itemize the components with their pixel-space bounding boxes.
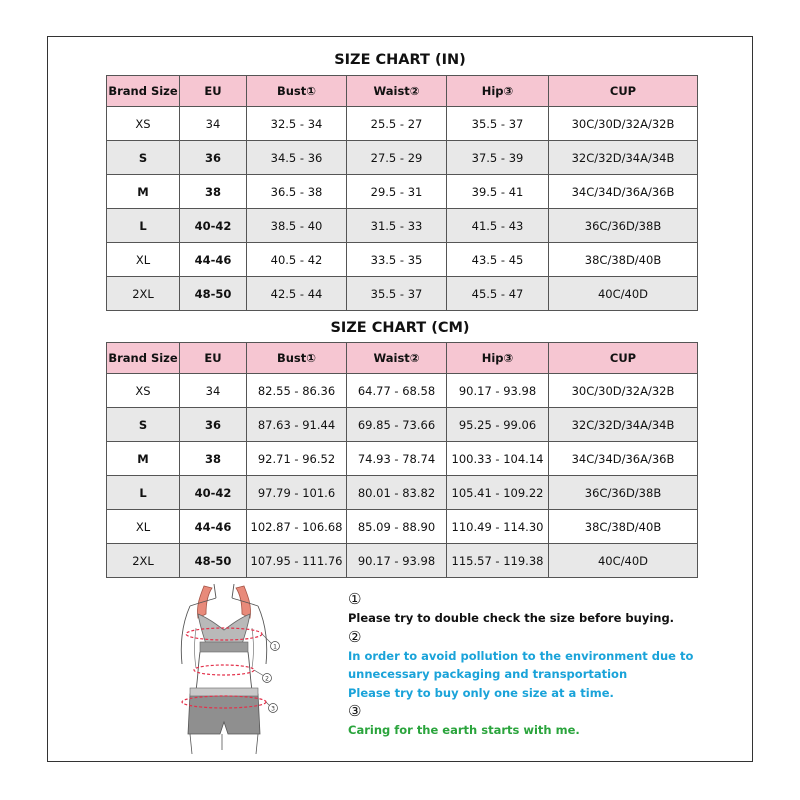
cell-hip: 45.5 - 47	[447, 277, 549, 311]
cell-cup: 38C/38D/40B	[549, 510, 698, 544]
cell-hip: 39.5 - 41	[447, 175, 549, 209]
cell-waist: 90.17 - 93.98	[347, 544, 447, 578]
cell-size: XL	[107, 243, 180, 277]
header-hip: Hip③	[447, 343, 549, 374]
cell-bust: 97.79 - 101.6	[247, 476, 347, 510]
cell-waist: 25.5 - 27	[347, 107, 447, 141]
cell-hip: 43.5 - 45	[447, 243, 549, 277]
table-row	[107, 442, 698, 476]
cell-cup: 40C/40D	[549, 277, 698, 311]
note-number-2: ②	[348, 627, 362, 646]
cell-size: XL	[107, 510, 180, 544]
size-chart-in-table	[106, 75, 698, 311]
cell-bust: 40.5 - 42	[247, 243, 347, 277]
cell-hip: 110.49 - 114.30	[447, 510, 549, 544]
cell-bust: 102.87 - 106.68	[247, 510, 347, 544]
cell-hip: 100.33 - 104.14	[447, 442, 549, 476]
table-row	[107, 107, 698, 141]
header-bust: Bust①	[247, 343, 347, 374]
cell-cup: 40C/40D	[549, 544, 698, 578]
cell-eu: 44-46	[180, 243, 247, 277]
header-eu: EU	[180, 76, 247, 107]
cell-cup: 34C/34D/36A/36B	[549, 175, 698, 209]
cell-bust: 38.5 - 40	[247, 209, 347, 243]
figure-label-2: 2	[265, 675, 269, 683]
note-2-line-2: unnecessary packaging and transportation	[348, 667, 628, 681]
note-number-1: ①	[348, 590, 362, 608]
cell-waist: 33.5 - 35	[347, 243, 447, 277]
cell-eu: 40-42	[180, 209, 247, 243]
cell-waist: 74.93 - 78.74	[347, 442, 447, 476]
cell-cup: 38C/38D/40B	[549, 243, 698, 277]
cell-waist: 35.5 - 37	[347, 277, 447, 311]
header-cup: CUP	[549, 343, 698, 374]
cell-eu: 40-42	[180, 476, 247, 510]
cell-waist: 64.77 - 68.58	[347, 374, 447, 408]
table-row	[107, 374, 698, 408]
cell-eu: 48-50	[180, 544, 247, 578]
table-row	[107, 175, 698, 209]
cell-cup: 30C/30D/32A/32B	[549, 107, 698, 141]
table-row	[107, 141, 698, 175]
cell-bust: 87.63 - 91.44	[247, 408, 347, 442]
cell-waist: 80.01 - 83.82	[347, 476, 447, 510]
note-1-text: Please try to double check the size before buying.	[348, 611, 675, 625]
note-2-line-1: In order to avoid pollution to the environment due to	[348, 648, 694, 663]
cell-waist: 29.5 - 31	[347, 175, 447, 209]
header-cup: CUP	[549, 76, 698, 107]
cell-cup: 36C/36D/38B	[549, 476, 698, 510]
cell-size: L	[107, 476, 180, 510]
cell-bust: 36.5 - 38	[247, 175, 347, 209]
header-bust: Bust①	[247, 76, 347, 107]
cell-eu: 34	[180, 374, 247, 408]
measurement-figure	[160, 584, 290, 754]
size-chart-cm-table	[106, 342, 698, 578]
cell-eu: 36	[180, 408, 247, 442]
cell-hip: 105.41 - 109.22	[447, 476, 549, 510]
cell-hip: 95.25 - 99.06	[447, 408, 549, 442]
table-row	[107, 243, 698, 277]
body-illustration	[160, 584, 290, 754]
cell-cup: 30C/30D/32A/32B	[549, 374, 698, 408]
size-chart-cm-title: SIZE CHART (CM)	[330, 320, 470, 336]
cell-eu: 38	[180, 175, 247, 209]
cell-eu: 36	[180, 141, 247, 175]
note-number-3: ③	[348, 702, 362, 720]
header-eu: EU	[180, 343, 247, 374]
cell-waist: 27.5 - 29	[347, 141, 447, 175]
cell-size: M	[107, 442, 180, 476]
cell-cup: 34C/34D/36A/36B	[549, 442, 698, 476]
cell-size: M	[107, 175, 180, 209]
cell-cup: 32C/32D/34A/34B	[549, 141, 698, 175]
cell-bust: 34.5 - 36	[247, 141, 347, 175]
header-brand-size: Brand Size	[107, 76, 180, 107]
figure-label-3: 3	[271, 705, 275, 713]
cell-size: 2XL	[107, 544, 180, 578]
cell-eu: 48-50	[180, 277, 247, 311]
size-chart-in-title: SIZE CHART (IN)	[334, 52, 466, 68]
table-row	[107, 209, 698, 243]
cell-hip: 37.5 - 39	[447, 141, 549, 175]
cell-size: XS	[107, 107, 180, 141]
header-waist: Waist②	[347, 76, 447, 107]
cell-hip: 41.5 - 43	[447, 209, 549, 243]
cell-eu: 38	[180, 442, 247, 476]
cell-size: S	[107, 408, 180, 442]
cell-bust: 107.95 - 111.76	[247, 544, 347, 578]
cell-size: 2XL	[107, 277, 180, 311]
cell-cup: 36C/36D/38B	[549, 209, 698, 243]
cell-cup: 32C/32D/34A/34B	[549, 408, 698, 442]
cell-bust: 32.5 - 34	[247, 107, 347, 141]
cell-size: XS	[107, 374, 180, 408]
table-row	[107, 277, 698, 311]
cell-bust: 92.71 - 96.52	[247, 442, 347, 476]
cell-hip: 35.5 - 37	[447, 107, 549, 141]
header-brand-size: Brand Size	[107, 343, 180, 374]
table-row	[107, 408, 698, 442]
table-row	[107, 476, 698, 510]
note-3-text: Caring for the earth starts with me.	[348, 723, 580, 737]
cell-waist: 85.09 - 88.90	[347, 510, 447, 544]
cell-eu: 44-46	[180, 510, 247, 544]
cell-hip: 115.57 - 119.38	[447, 544, 549, 578]
cell-bust: 42.5 - 44	[247, 277, 347, 311]
cell-eu: 34	[180, 107, 247, 141]
table-row	[107, 510, 698, 544]
notes-block	[348, 590, 728, 740]
table-header-row	[107, 343, 698, 374]
cell-size: L	[107, 209, 180, 243]
cell-waist: 69.85 - 73.66	[347, 408, 447, 442]
header-waist: Waist②	[347, 343, 447, 374]
table-row	[107, 544, 698, 578]
header-hip: Hip③	[447, 76, 549, 107]
cell-waist: 31.5 - 33	[347, 209, 447, 243]
table-header-row	[107, 76, 698, 107]
cell-hip: 90.17 - 93.98	[447, 374, 549, 408]
cell-bust: 82.55 - 86.36	[247, 374, 347, 408]
cell-size: S	[107, 141, 180, 175]
note-2-line-3: Please try to buy only one size at a time.	[348, 685, 614, 700]
figure-label-1: 1	[273, 643, 277, 651]
